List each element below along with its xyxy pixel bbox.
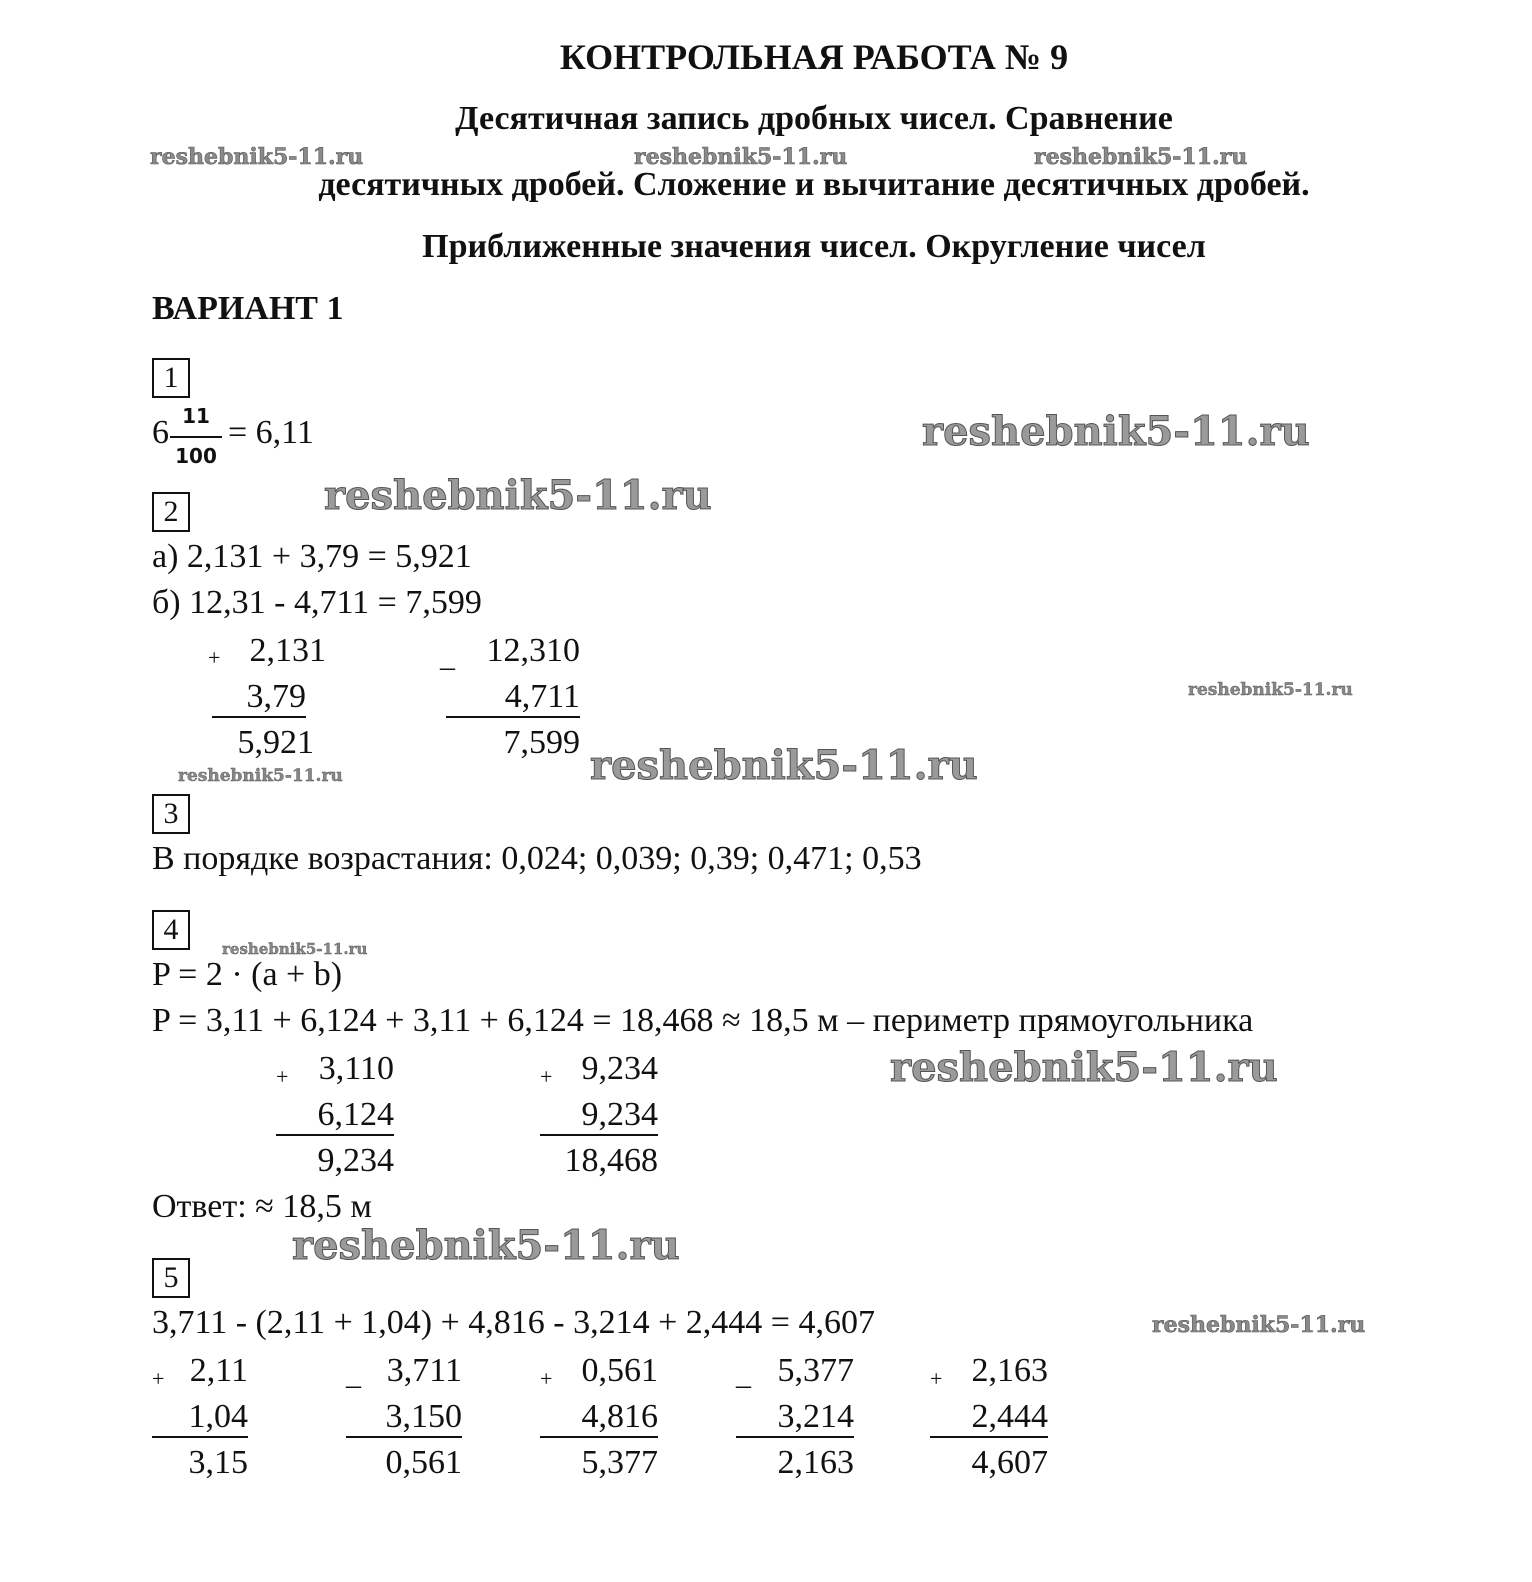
fraction-bar [170, 436, 222, 438]
operation-sign: + [540, 1366, 553, 1391]
page-title: КОНТРОЛЬНАЯ РАБОТА № 9 [559, 37, 1069, 77]
watermark: reshebnik5-11.ru [890, 1044, 1278, 1091]
operation-sign: _ [736, 1358, 751, 1391]
subtitle-line-1: Десятичная запись дробных чисел. Сравнение [455, 100, 1173, 137]
column-calculation: 2,163 2,444 4,607 [971, 1352, 1048, 1481]
column-addition: 3,110 6,124 9,234 [317, 1050, 394, 1179]
operation-sign: _ [346, 1358, 361, 1391]
watermark: reshebnik5-11.ru [922, 408, 1310, 455]
variant-heading: ВАРИАНТ 1 [152, 290, 344, 327]
plus-sign: + [540, 1064, 553, 1089]
task-number-1: 1 [152, 358, 190, 398]
task5-expression: 3,711 - (2,11 + 1,04) + 4,816 - 3,214 + 2,444 = 4,607 [152, 1304, 875, 1341]
watermark: reshebnik5-11.ru [1034, 144, 1248, 170]
watermark: reshebnik5-11.ru [324, 472, 712, 519]
fraction-denominator: 100 [175, 444, 217, 468]
task3-answer: В порядке возрастания: 0,024; 0,039; 0,39; 0,471; 0,53 [152, 840, 922, 877]
column-calculation: 5,377 3,214 2,163 [777, 1352, 854, 1481]
task-number-4: 4 [152, 910, 190, 950]
subtitle-line-3: Приближенные значения чисел. Округление чисел [422, 228, 1206, 265]
result-line [346, 1436, 462, 1438]
watermark: reshebnik5-11.ru [150, 144, 364, 170]
task4-answer: Ответ: ≈ 18,5 м [152, 1188, 372, 1225]
column-calculation: 3,711 3,150 0,561 [385, 1352, 462, 1481]
result-line [540, 1436, 658, 1438]
column-calculation: 2,11 1,04 3,15 [188, 1352, 248, 1481]
task-number-5: 5 [152, 1258, 190, 1298]
task2-line-b: б) 12,31 - 4,711 = 7,599 [152, 584, 482, 621]
perimeter-formula: P = 2 · (a + b) [152, 956, 343, 993]
result-line [930, 1436, 1048, 1438]
sum-line [212, 716, 306, 718]
column-subtraction: 12,310 4,711 7,599 [486, 632, 580, 761]
result-line [736, 1436, 854, 1438]
watermark: reshebnik5-11.ru [1152, 1312, 1366, 1338]
watermark: reshebnik5-11.ru [178, 766, 343, 786]
result-line [152, 1436, 248, 1438]
watermark: reshebnik5-11.ru [222, 940, 368, 958]
task-number-2: 2 [152, 492, 190, 532]
column-addition: 9,234 9,234 18,468 [564, 1050, 658, 1179]
difference-line [446, 716, 580, 718]
watermark: reshebnik5-11.ru [634, 144, 848, 170]
task-number-3: 3 [152, 794, 190, 834]
plus-sign: + [276, 1064, 289, 1089]
column-addition: 2,131 3,79 5,921 [237, 632, 326, 761]
column-calculation: 0,561 4,816 5,377 [581, 1352, 658, 1481]
task2-line-a: а) 2,131 + 3,79 = 5,921 [152, 538, 472, 575]
sum-line [276, 1134, 394, 1136]
task1-result: = 6,11 [228, 414, 314, 451]
plus-sign: + [208, 645, 221, 670]
mixed-number-whole: 6 [152, 414, 169, 451]
fraction-numerator: 11 [182, 404, 210, 428]
operation-sign: + [152, 1366, 165, 1391]
watermark: reshebnik5-11.ru [590, 742, 978, 789]
perimeter-calculation: P = 3,11 + 6,124 + 3,11 + 6,124 = 18,468 ≈ 18,5 м – периметр прямоугольника [152, 1002, 1254, 1039]
watermark: reshebnik5-11.ru [292, 1222, 680, 1269]
minus-sign: _ [440, 640, 455, 673]
subtitle-line-2: десятичных дробей. Сложение и вычитание десятичных дробей. [318, 166, 1310, 203]
sum-line [540, 1134, 658, 1136]
watermark: reshebnik5-11.ru [1188, 680, 1353, 700]
operation-sign: + [930, 1366, 943, 1391]
